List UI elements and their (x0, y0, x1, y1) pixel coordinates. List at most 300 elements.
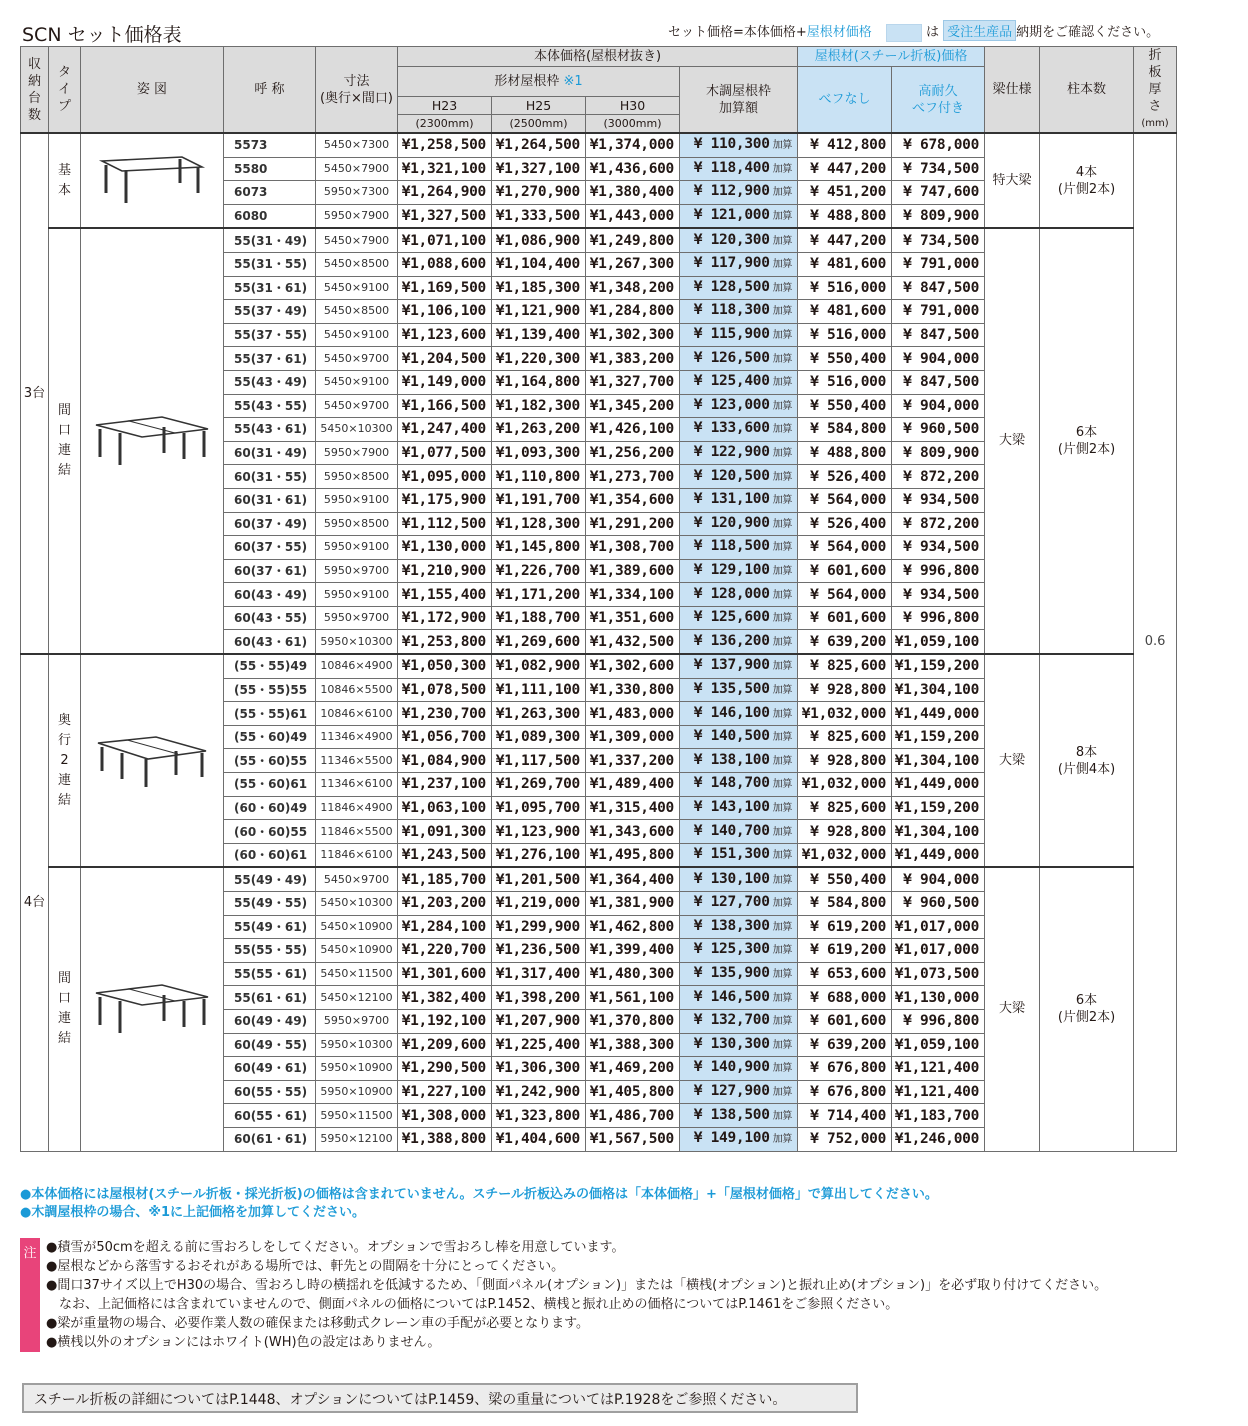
price-h30: ¥1,383,200 (586, 347, 680, 371)
price-h25: ¥1,191,700 (492, 488, 586, 512)
model-name: (55・60)61 (224, 773, 316, 797)
wood-addition (680, 820, 798, 844)
model-name: (55・55)61 (224, 702, 316, 726)
wood-addition-value: ¥ 130,300 (693, 1035, 770, 1052)
roof-no-bef-price: ¥1,032,000 (798, 773, 892, 797)
model-name: 55(31・55) (224, 252, 316, 276)
figure-cell (81, 654, 224, 867)
price-h30: ¥1,330,800 (586, 678, 680, 702)
model-name: 55(43・61) (224, 418, 316, 442)
price-h23: ¥1,210,900 (398, 559, 492, 583)
size-header: 寸法 (奥行×間口) (316, 47, 398, 134)
model-name: 55(49・49) (224, 867, 316, 891)
addition-label: 加算 (772, 874, 793, 886)
price-h25: ¥1,086,900 (492, 228, 586, 252)
addition-label: 加算 (772, 661, 793, 673)
delivery-note: 納期をご確認ください。 (1016, 25, 1160, 40)
price-h30: ¥1,380,400 (586, 181, 680, 205)
price-legend (668, 20, 1159, 42)
model-name: 55(37・49) (224, 300, 316, 324)
wood-addition-value: ¥ 125,300 (693, 941, 770, 958)
addition-label: 加算 (772, 898, 793, 910)
roof-no-bef-price: ¥ 825,600 (798, 796, 892, 820)
roof-no-bef-price: ¥ 481,600 (798, 252, 892, 276)
model-size: 5950×10300 (316, 630, 398, 654)
wood-addition (680, 630, 798, 654)
model-size: 5950×10300 (316, 1033, 398, 1057)
model-size: 10846×5500 (316, 678, 398, 702)
wood-addition (680, 892, 798, 916)
formula-roof: 屋根材価格 (806, 25, 872, 40)
type-char: 口 (57, 423, 71, 439)
addition-label: 加算 (772, 140, 793, 152)
price-h23: ¥1,112,500 (398, 512, 492, 536)
price-h30: ¥1,462,800 (586, 915, 680, 939)
model-size: 5950×7900 (316, 441, 398, 465)
h25-sub-header: (2500mm) (492, 115, 586, 134)
roof-no-bef-price: ¥ 752,000 (798, 1127, 892, 1151)
price-h25: ¥1,188,700 (492, 606, 586, 630)
caution-mark: 注 (20, 1238, 40, 1352)
wood-addition (680, 252, 798, 276)
roof-no-bef-price: ¥ 928,800 (798, 678, 892, 702)
roof-no-bef-price: ¥ 488,800 (798, 204, 892, 228)
wood-addition (680, 418, 798, 442)
roof-no-bef-price: ¥ 451,200 (798, 181, 892, 205)
pillar-count (1040, 867, 1134, 1151)
price-h23: ¥1,056,700 (398, 725, 492, 749)
price-h25: ¥1,117,500 (492, 749, 586, 773)
figure-header: 姿 図 (81, 47, 224, 134)
storage-count-cell: 4台 (21, 654, 49, 1151)
price-h25: ¥1,263,200 (492, 418, 586, 442)
model-size: 5450×9100 (316, 276, 398, 300)
wood-addition-value: ¥ 146,100 (693, 704, 770, 721)
type-char: 結 (57, 792, 71, 808)
price-h25: ¥1,104,400 (492, 252, 586, 276)
addition-label: 加算 (772, 1039, 793, 1051)
price-h23: ¥1,247,400 (398, 418, 492, 442)
roof-high-dur-price: ¥1,130,000 (892, 986, 985, 1010)
wood-addition (680, 157, 798, 181)
addition-label: 加算 (772, 306, 793, 318)
price-h23: ¥1,088,600 (398, 252, 492, 276)
addition-label: 加算 (772, 755, 793, 767)
wood-addition (680, 749, 798, 773)
price-h30: ¥1,273,700 (586, 465, 680, 489)
wood-addition-value: ¥ 120,300 (693, 231, 770, 248)
wood-addition-value: ¥ 112,900 (693, 183, 770, 200)
model-name: 55(43・49) (224, 370, 316, 394)
addition-label: 加算 (772, 1110, 793, 1122)
roof-high-dur-price: ¥ 904,000 (892, 394, 985, 418)
wood-addition-value: ¥ 140,900 (693, 1059, 770, 1076)
type-char: 本 (57, 182, 71, 198)
addition-label: 加算 (772, 992, 793, 1004)
price-h30: ¥1,374,000 (586, 133, 680, 157)
roof-high-dur-price: ¥ 904,000 (892, 867, 985, 891)
model-size: 11346×5500 (316, 749, 398, 773)
wood-addition-value: ¥ 121,000 (693, 207, 770, 224)
roof-no-bef-price: ¥ 601,600 (798, 606, 892, 630)
model-name: 60(31・49) (224, 441, 316, 465)
wood-addition (680, 939, 798, 963)
model-name: 55(31・49) (224, 228, 316, 252)
price-h30: ¥1,334,100 (586, 583, 680, 607)
addition-label: 加算 (772, 921, 793, 933)
price-h30: ¥1,291,200 (586, 512, 680, 536)
wood-addition (680, 962, 798, 986)
price-h23: ¥1,175,900 (398, 488, 492, 512)
model-size: 11846×4900 (316, 796, 398, 820)
type-char: 奥 (57, 712, 71, 728)
wood-addition-value: ¥ 127,700 (693, 894, 770, 911)
model-size: 5950×9700 (316, 1009, 398, 1033)
roof-no-bef-price: ¥ 526,400 (798, 512, 892, 536)
price-h23: ¥1,095,000 (398, 465, 492, 489)
table-row (21, 867, 1177, 891)
addition-label: 加算 (772, 1063, 793, 1075)
carport-width-linked-icon (92, 403, 212, 473)
wood-addition-value: ¥ 149,100 (693, 1130, 770, 1147)
price-h25: ¥1,327,100 (492, 157, 586, 181)
wood-addition (680, 843, 798, 867)
model-name: 60(49・61) (224, 1057, 316, 1081)
caution-line: ●間口37サイズ以上でH30の場合、雪おろし時の横揺れを低減するため、「側面パネル(オプション)」または「横桟(オプション)と振れ止め(オプション)」を必ず取り付けてください。 (46, 1278, 1108, 1293)
wood-addition-value: ¥ 120,900 (693, 514, 770, 531)
model-name: 60(31・55) (224, 465, 316, 489)
caution-line: ●横桟以外のオプションにはホワイト(WH)色の設定はありません。 (46, 1335, 441, 1350)
price-h25: ¥1,398,200 (492, 986, 586, 1010)
footer-reference: スチール折板の詳細についてはP.1448、オプションについてはP.1459、梁の重量についてはP.1928をご参照ください。 (22, 1383, 858, 1413)
price-h25: ¥1,270,900 (492, 181, 586, 205)
wood-addition-value: ¥ 135,500 (693, 680, 770, 697)
roof-high-dur-price: ¥1,159,200 (892, 654, 985, 678)
roof-high-dur-price: ¥1,449,000 (892, 843, 985, 867)
price-h23: ¥1,321,100 (398, 157, 492, 181)
roof-high-dur-price: ¥1,246,000 (892, 1127, 985, 1151)
wood-addition (680, 678, 798, 702)
pillar-count-value: 6本 (1075, 425, 1098, 441)
pillar-count-note: (片側2本) (1057, 1010, 1116, 1026)
roof-high-dur-price: ¥ 847,500 (892, 370, 985, 394)
wood-addition (680, 915, 798, 939)
price-h23: ¥1,166,500 (398, 394, 492, 418)
wood-addition (680, 370, 798, 394)
model-size: 5950×9100 (316, 488, 398, 512)
made-to-order-swatch (886, 24, 922, 42)
price-h30: ¥1,348,200 (586, 276, 680, 300)
model-size: 5950×8500 (316, 512, 398, 536)
price-h30: ¥1,364,400 (586, 867, 680, 891)
price-h25: ¥1,207,900 (492, 1009, 586, 1033)
price-table (20, 46, 1177, 1152)
addition-label: 加算 (772, 779, 793, 791)
wood-addition-value: ¥ 125,400 (693, 373, 770, 390)
model-size: 5950×8500 (316, 465, 398, 489)
model-size: 10846×6100 (316, 702, 398, 726)
wood-addition-value: ¥ 110,300 (693, 136, 770, 153)
price-h25: ¥1,145,800 (492, 536, 586, 560)
roof-no-bef-price: ¥ 825,600 (798, 654, 892, 678)
wood-addition-value: ¥ 118,400 (693, 159, 770, 176)
addition-label: 加算 (772, 589, 793, 601)
wood-addition-value: ¥ 138,300 (693, 917, 770, 934)
model-size: 5950×9100 (316, 536, 398, 560)
price-h30: ¥1,405,800 (586, 1080, 680, 1104)
model-name: 60(37・61) (224, 559, 316, 583)
figure-cell (81, 228, 224, 654)
price-h30: ¥1,567,500 (586, 1127, 680, 1151)
pillar-count-value: 4本 (1075, 164, 1098, 180)
wood-addition (680, 441, 798, 465)
price-h23: ¥1,078,500 (398, 678, 492, 702)
price-h23: ¥1,063,100 (398, 796, 492, 820)
wood-addition-value: ¥ 135,900 (693, 965, 770, 982)
model-size: 5450×9700 (316, 347, 398, 371)
pillar-count-note: (片側2本) (1057, 442, 1116, 458)
model-name: 60(49・49) (224, 1009, 316, 1033)
model-name: 60(55・55) (224, 1080, 316, 1104)
roof-high-dur-price: ¥ 809,900 (892, 441, 985, 465)
wood-addition (680, 796, 798, 820)
price-h25: ¥1,225,400 (492, 1033, 586, 1057)
roof-high-dur-price: ¥1,449,000 (892, 702, 985, 726)
wood-addition (680, 1033, 798, 1057)
price-h25: ¥1,323,800 (492, 1104, 586, 1128)
h23-header: H23 (398, 97, 492, 115)
model-size: 5450×10300 (316, 892, 398, 916)
type-char: 連 (57, 1011, 71, 1027)
price-h30: ¥1,388,300 (586, 1033, 680, 1057)
price-h23: ¥1,227,100 (398, 1080, 492, 1104)
price-h23: ¥1,149,000 (398, 370, 492, 394)
model-size: 5950×9700 (316, 559, 398, 583)
addition-label: 加算 (772, 802, 793, 814)
roof-high-dur-price: ¥ 747,600 (892, 181, 985, 205)
model-name: 60(37・49) (224, 512, 316, 536)
wood-addition-value: ¥ 130,100 (693, 870, 770, 887)
roof-high-dur-price: ¥1,159,200 (892, 796, 985, 820)
formula-prefix: セット価格=本体価格+ (668, 25, 807, 40)
addition-label: 加算 (772, 708, 793, 720)
pillar-count (1040, 133, 1134, 228)
roof-high-dur-price: ¥ 934,500 (892, 536, 985, 560)
wood-addition (680, 606, 798, 630)
roof-high-dur-price: ¥ 872,200 (892, 512, 985, 536)
wood-addition-value: ¥ 138,100 (693, 751, 770, 768)
storage-header: 収 納 台 数 (21, 47, 49, 134)
addition-label: 加算 (772, 282, 793, 294)
price-h25: ¥1,317,400 (492, 962, 586, 986)
model-size: 11346×4900 (316, 725, 398, 749)
model-name: 55(55・61) (224, 962, 316, 986)
roof-no-bef-price: ¥ 488,800 (798, 441, 892, 465)
type-char: 口 (57, 991, 71, 1007)
addition-label: 加算 (772, 1087, 793, 1099)
roof-high-dur-price: ¥ 934,500 (892, 583, 985, 607)
thickness-value: 0.6 (1134, 133, 1177, 1151)
figure-cell (81, 133, 224, 228)
wood-addition (680, 536, 798, 560)
roof-high-dur-price: ¥ 996,800 (892, 1009, 985, 1033)
pillar-count-note: (片側2本) (1057, 181, 1116, 197)
type-char: 2 (60, 752, 69, 768)
wood-addition-value: ¥ 127,900 (693, 1083, 770, 1100)
addition-label: 加算 (772, 613, 793, 625)
carport-width-linked-icon (92, 971, 212, 1041)
price-h25: ¥1,242,900 (492, 1080, 586, 1104)
beam-spec: 大梁 (985, 228, 1040, 654)
roof-no-bef-price: ¥1,032,000 (798, 702, 892, 726)
storage-count-cell: 3台 (21, 133, 49, 654)
model-name: 55(31・61) (224, 276, 316, 300)
roof-high-dur-price: ¥1,121,400 (892, 1057, 985, 1081)
pillar-count (1040, 654, 1134, 867)
price-h23: ¥1,204,500 (398, 347, 492, 371)
roof-high-dur-price: ¥1,304,100 (892, 820, 985, 844)
price-h25: ¥1,182,300 (492, 394, 586, 418)
wood-addition-value: ¥ 128,000 (693, 585, 770, 602)
price-h23: ¥1,192,100 (398, 1009, 492, 1033)
wood-addition (680, 181, 798, 205)
wood-addition-value: ¥ 151,300 (693, 846, 770, 863)
price-h30: ¥1,443,000 (586, 204, 680, 228)
roof-no-bef-price: ¥ 550,400 (798, 347, 892, 371)
pillar-count-value: 6本 (1075, 993, 1098, 1009)
frame-header: 形材屋根枠 ※1 (398, 67, 680, 97)
roof-no-bef-price: ¥ 447,200 (798, 157, 892, 181)
roof-no-bef-price: ¥1,032,000 (798, 843, 892, 867)
model-name: (60・60)61 (224, 843, 316, 867)
beam-header: 梁仕様 (985, 47, 1040, 134)
wood-addition (680, 1104, 798, 1128)
price-h30: ¥1,426,100 (586, 418, 680, 442)
price-h25: ¥1,219,000 (492, 892, 586, 916)
roof-high-dur-price: ¥ 934,500 (892, 488, 985, 512)
wood-addition-value: ¥ 133,600 (693, 420, 770, 437)
addition-label: 加算 (772, 424, 793, 436)
roof-high-dur-price: ¥1,073,500 (892, 962, 985, 986)
wood-addition (680, 323, 798, 347)
price-h23: ¥1,243,500 (398, 843, 492, 867)
roof-high-dur-price: ¥ 996,800 (892, 606, 985, 630)
wood-addition (680, 512, 798, 536)
beam-spec: 大梁 (985, 867, 1040, 1151)
price-h25: ¥1,264,500 (492, 133, 586, 157)
model-size: 5450×9100 (316, 323, 398, 347)
price-h30: ¥1,354,600 (586, 488, 680, 512)
roof-no-bef-price: ¥ 639,200 (798, 1033, 892, 1057)
price-h30: ¥1,399,400 (586, 939, 680, 963)
roof-no-bef-price: ¥ 928,800 (798, 820, 892, 844)
type-char: 基 (57, 162, 71, 178)
type-char: 行 (57, 732, 71, 748)
price-h23: ¥1,185,700 (398, 867, 492, 891)
wood-addition-value: ¥ 146,500 (693, 988, 770, 1005)
model-size: 5950×10900 (316, 1080, 398, 1104)
wood-addition-value: ¥ 140,500 (693, 728, 770, 745)
roof-no-bef-price: ¥ 928,800 (798, 749, 892, 773)
roof-no-bef-price: ¥ 564,000 (798, 583, 892, 607)
model-name: 55(37・55) (224, 323, 316, 347)
model-name: 60(43・55) (224, 606, 316, 630)
swatch-suffix: は (925, 25, 939, 40)
model-size: 5450×7900 (316, 228, 398, 252)
price-h30: ¥1,486,700 (586, 1104, 680, 1128)
price-h25: ¥1,276,100 (492, 843, 586, 867)
wood-addition (680, 204, 798, 228)
wood-addition-value: ¥ 148,700 (693, 775, 770, 792)
carport-basic-icon (92, 143, 212, 213)
addition-label: 加算 (772, 636, 793, 648)
beam-spec: 特大梁 (985, 133, 1040, 228)
roof-no-bef-price: ¥ 688,000 (798, 986, 892, 1010)
addition-label: 加算 (772, 330, 793, 342)
roof-no-bef-price: ¥ 584,800 (798, 892, 892, 916)
wood-addition (680, 276, 798, 300)
roof-no-bef-price: ¥ 564,000 (798, 536, 892, 560)
wood-addition-value: ¥ 118,500 (693, 538, 770, 555)
wood-addition-value: ¥ 117,900 (693, 255, 770, 272)
model-name: 60(37・55) (224, 536, 316, 560)
roof-no-bef-price: ¥ 584,800 (798, 418, 892, 442)
price-h23: ¥1,091,300 (398, 820, 492, 844)
roof-no-bef-price: ¥ 639,200 (798, 630, 892, 654)
wood-addition-value: ¥ 125,600 (693, 609, 770, 626)
price-h25: ¥1,269,600 (492, 630, 586, 654)
price-h25: ¥1,226,700 (492, 559, 586, 583)
roof-high-dur-price: ¥1,059,100 (892, 630, 985, 654)
model-name: 6080 (224, 204, 316, 228)
price-h25: ¥1,269,700 (492, 773, 586, 797)
model-size: 5450×8500 (316, 252, 398, 276)
note-line: ●木調屋根枠の場合、※1に上記価格を加算してください。 (20, 1205, 366, 1220)
addition-label: 加算 (772, 945, 793, 957)
roof-high-dur-price: ¥1,017,000 (892, 915, 985, 939)
price-h30: ¥1,345,200 (586, 394, 680, 418)
model-name: 5573 (224, 133, 316, 157)
price-h30: ¥1,256,200 (586, 441, 680, 465)
addition-label: 加算 (772, 565, 793, 577)
roof-no-bef-price: ¥ 516,000 (798, 370, 892, 394)
type-char: 間 (57, 403, 71, 419)
price-h23: ¥1,050,300 (398, 654, 492, 678)
price-h25: ¥1,111,100 (492, 678, 586, 702)
model-name: 60(55・61) (224, 1104, 316, 1128)
model-name: 55(61・61) (224, 986, 316, 1010)
wood-addition-value: ¥ 115,900 (693, 326, 770, 343)
price-table-body (21, 133, 1177, 1151)
wood-addition-value: ¥ 137,900 (693, 657, 770, 674)
price-h23: ¥1,220,700 (398, 939, 492, 963)
model-size: 5450×7300 (316, 133, 398, 157)
table-row (21, 133, 1177, 157)
price-h23: ¥1,077,500 (398, 441, 492, 465)
price-h25: ¥1,236,500 (492, 939, 586, 963)
price-h23: ¥1,382,400 (398, 986, 492, 1010)
price-h23: ¥1,209,600 (398, 1033, 492, 1057)
notes (20, 1186, 938, 1222)
price-h30: ¥1,267,300 (586, 252, 680, 276)
price-h25: ¥1,185,300 (492, 276, 586, 300)
caution-line: なお、上記価格には含まれていませんので、側面パネルの価格についてはP.1452、横桟と振れ止めの価格についてはP.1461をご参照ください。 (46, 1297, 899, 1312)
price-h25: ¥1,082,900 (492, 654, 586, 678)
wood-addition-value: ¥ 136,200 (693, 632, 770, 649)
h30-header: H30 (586, 97, 680, 115)
no-bef-header: べフなし (798, 67, 892, 134)
price-h25: ¥1,263,300 (492, 702, 586, 726)
